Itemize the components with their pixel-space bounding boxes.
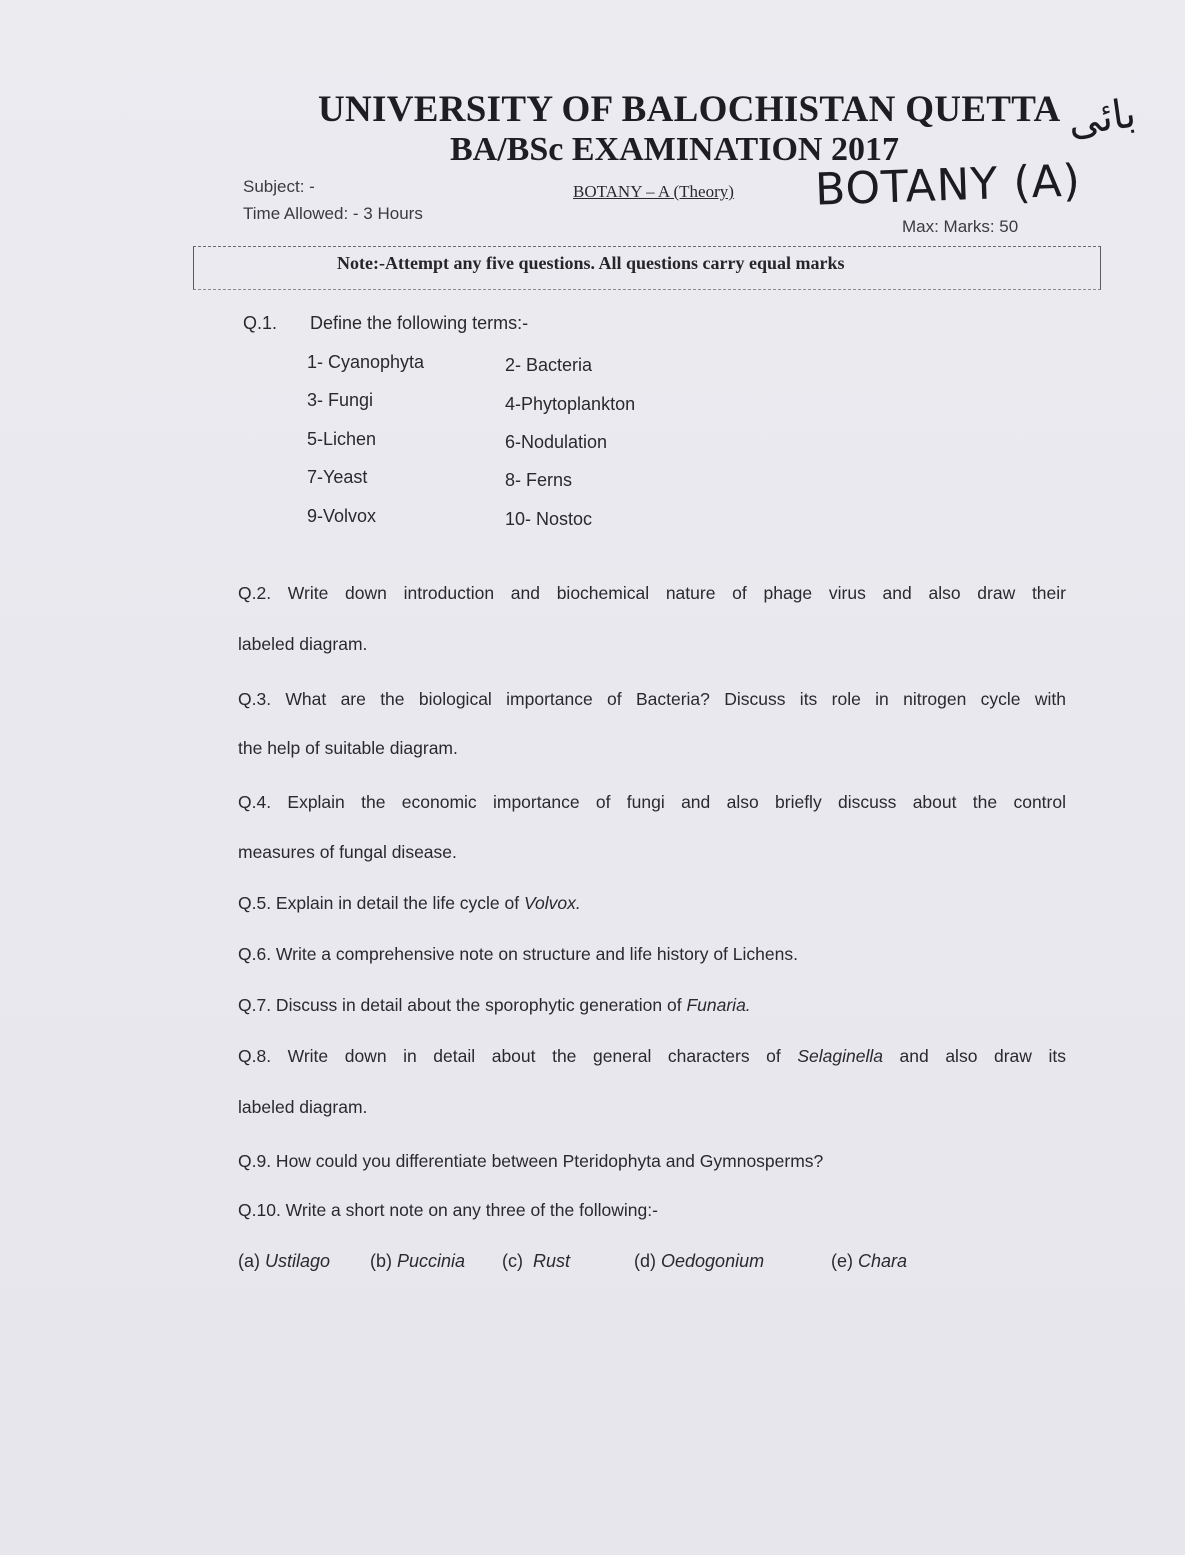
term-item: 10- Nostoc (505, 509, 593, 529)
question-5-term: Volvox. (523, 893, 581, 913)
term-item: 6-Nodulation (505, 432, 608, 452)
question-7 (238, 995, 751, 1016)
exam-title: BA/BSc EXAMINATION 2017 (450, 131, 899, 168)
question-6: Q.6. Write a comprehensive note on structure and life history of Lichens. (238, 944, 798, 964)
time-allowed: Time Allowed: - 3 Hours (243, 204, 423, 223)
option-c (502, 1251, 570, 1272)
term-item: 1- Cyanophyta (307, 352, 425, 372)
question-7-text: Q.7. Discuss in detail about the sporophytic generation of (238, 995, 687, 1015)
option-label: (b) (370, 1251, 392, 1271)
question-8-term: Selaginella (797, 1046, 883, 1066)
option-label: (d) (634, 1251, 656, 1271)
question-1-label: Q.1. (243, 313, 278, 333)
question-4-line-2: measures of fungal disease. (238, 842, 457, 862)
option-term: Chara (858, 1251, 908, 1271)
term-item: 3- Fungi (307, 390, 374, 410)
option-term: Ustilago (265, 1251, 331, 1271)
question-8-suffix: and also draw its (882, 1046, 1066, 1066)
option-term: Rust (533, 1251, 571, 1271)
option-a (238, 1251, 330, 1272)
question-5 (238, 893, 581, 914)
question-3-line-1: Q.3. What are the biological importance of Bacteria? Discuss its role in nitrogen cycle with (238, 689, 1066, 709)
option-term: Oedogonium (661, 1251, 765, 1271)
course-title: BOTANY – A (Theory) (573, 182, 734, 201)
question-1-text: Define the following terms:- (310, 313, 529, 333)
question-8-text: Q.8. Write down in detail about the general characters of (238, 1046, 798, 1066)
university-title: UNIVERSITY OF BALOCHISTAN QUETTA (318, 89, 1061, 130)
handwritten-urdu-note: بائی (1065, 90, 1139, 146)
term-item: 4-Phytoplankton (505, 394, 636, 414)
max-marks: Max: Marks: 50 (902, 217, 1019, 236)
option-term: Puccinia (397, 1251, 466, 1271)
instructions-note: Note:-Attempt any five questions. All questions carry equal marks (337, 253, 845, 273)
term-item: 8- Ferns (505, 470, 573, 490)
question-3-line-2: the help of suitable diagram. (238, 738, 458, 758)
term-item: 7-Yeast (307, 467, 368, 487)
term-item: 5-Lichen (307, 429, 377, 449)
question-10: Q.10. Write a short note on any three of the following:- (238, 1200, 658, 1220)
question-8-line-2: labeled diagram. (238, 1097, 368, 1117)
option-label: (c) (502, 1251, 523, 1271)
question-7-term: Funaria. (686, 995, 751, 1015)
question-9: Q.9. How could you differentiate between Pteridophyta and Gymnosperms? (238, 1151, 824, 1171)
option-d (634, 1251, 764, 1272)
handwritten-subject: BOTANY (A) (814, 155, 1082, 216)
option-b (370, 1251, 465, 1272)
option-label: (e) (831, 1251, 853, 1271)
term-item: 2- Bacteria (505, 355, 593, 375)
option-e (831, 1251, 907, 1272)
question-2-line-2: labeled diagram. (238, 634, 368, 654)
term-item: 9-Volvox (307, 506, 377, 526)
question-4-line-1: Q.4. Explain the economic importance of fungi and also briefly discuss about the control (238, 792, 1066, 812)
option-label: (a) (238, 1251, 260, 1271)
subject-label: Subject: - (243, 177, 315, 196)
question-2-line-1: Q.2. Write down introduction and biochemical nature of phage virus and also draw their (238, 583, 1066, 603)
question-8-line-1 (238, 1046, 1066, 1067)
question-5-text: Q.5. Explain in detail the life cycle of (238, 893, 524, 913)
